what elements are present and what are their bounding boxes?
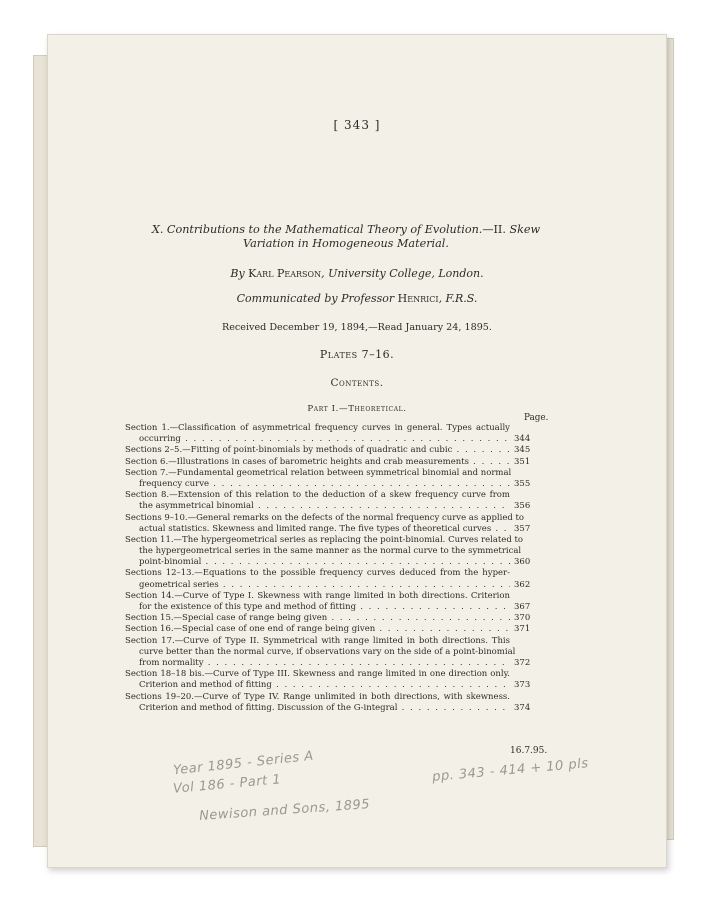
toc-line-text: Sections 9–10.—General remarks on the defects of the normal frequency curve as applied to [125,512,525,523]
toc-entry [125,513,548,535]
toc-line [139,557,548,568]
toc-line [139,647,548,658]
toc-entry [125,490,548,512]
toc-entry [125,423,548,445]
received-line: Received December 19, 1894,—Read January 24, 1895. [222,322,492,333]
toc-line [139,703,548,714]
toc-entry [125,468,548,490]
toc-line [125,591,548,602]
toc-line [139,479,548,490]
toc-line [125,490,548,501]
toc-line [125,468,548,479]
toc-entry [125,568,548,590]
toc-line [139,602,548,613]
toc-line-text: from normality [139,657,204,668]
part-heading: Part I.—Theoretical. [307,404,407,414]
toc-line [139,501,548,512]
communicator-tail: , F.R.S. [438,292,478,305]
toc-line-text: Section 16.—Special case of one end of range being given [125,624,376,635]
article-title [136,223,556,251]
toc-line-text: Section 7.—Fundamental geometrical relation between symmetrical binomial and normal [125,467,512,478]
communicator-name: Henrici [397,292,439,305]
author-name: Karl Pearson [248,267,322,280]
toc-line-text: Section 18–18 bis.—Curve of Type III. Skewness and range limited in one direction only. [125,669,510,680]
toc-page-number: 345 [510,445,548,456]
toc-line-text: point-binomial [139,557,202,568]
toc-line-text: frequency curve [139,478,210,489]
toc-line-text: the hypergeometrical series in the same manner as the normal curve to the symmetrical [139,546,522,557]
toc-entry [125,535,548,569]
toc-page-number: 371 [510,624,548,635]
plates-line: Plates 7–16. [319,348,395,361]
toc-line-text: actual statistics. Skewness and limited range. The five types of theoretical curves [139,523,492,534]
toc-page-number: 360 [510,557,548,568]
title-suffix: Skew Variation in Homogeneous Material. [243,223,541,250]
toc-line-text: Section 6.—Illustrations in cases of barometric heights and crab measurements [125,456,469,467]
toc-line-text: Section 11.—The hypergeometrical series as replacing the point-binomial. Curves related to [125,534,524,545]
toc-page-number: 351 [510,457,548,468]
toc-page-number: 373 [510,680,548,691]
communicated-line [48,292,666,305]
toc-page-number: 362 [510,580,548,591]
toc-line-text: Section 14.—Curve of Type I. Skewness with range limited in both directions. Criterion [125,590,510,601]
toc-page-number: 344 [510,434,548,445]
toc-entry [125,692,548,714]
toc-line [125,423,548,434]
toc-line [125,613,548,624]
document-page [47,34,667,868]
toc-line-text: Section 8.—Extension of this relation to the deduction of a skew frequency curve from [125,490,510,501]
toc-page-number: 355 [510,479,548,490]
toc-entry [125,636,548,670]
toc-entry [125,457,548,468]
toc-line-text: Sections 2–5.—Fitting of point-binomials by methods of quadratic and cubic [125,445,453,456]
toc-line [139,434,548,445]
pencil-note-publisher: Newison and Sons, 1895 [198,797,371,824]
toc-line [125,624,548,635]
toc-line-text: curve better than the normal curve, if observations vary on the side of a point-binomial [139,646,516,657]
toc-line [125,513,548,524]
toc-line [125,669,548,680]
toc-line-text: the asymmetrical binomial [139,501,254,512]
toc-entry [125,445,548,456]
contents-heading: Contents. [330,377,384,389]
toc-line-text: Section 17.—Curve of Type II. Symmetrical with range limited in both directions. This [125,635,510,646]
toc-line [125,568,548,579]
pencil-note-pages: pp. 343 - 414 + 10 pls [431,756,590,785]
toc-line [125,445,548,456]
table-of-contents [125,423,548,714]
toc-line [125,692,548,703]
date-stamp: 16.7.95. [510,746,548,756]
toc-page-number: 370 [510,613,548,624]
toc-line-text: Criterion and method of fitting [139,680,272,691]
author-line [48,267,666,280]
pencil-note-series: Year 1895 - Series A [172,748,315,779]
toc-line-text: Sections 19–20.—Curve of Type IV. Range unlimited in both directions, with skewness. [125,691,510,702]
toc-line-text: for the existence of this type and method of fitting [139,602,357,612]
author-lead: By [230,267,249,280]
toc-entry [125,613,548,624]
toc-page-number: 357 [510,524,548,535]
toc-line [139,680,548,691]
title-roman: II. [493,223,506,236]
page-column-header: Page. [524,413,549,423]
toc-entry [125,669,548,691]
toc-entry [125,591,548,613]
toc-line-text: Criterion and method of fitting. Discussion of the G-integral [139,702,398,713]
author-affiliation: , University College, London. [321,267,484,280]
toc-line-text: geometrical series [139,579,219,590]
toc-line-text: Section 1.—Classification of asymmetrical frequency curves in general. Types actually [125,423,510,433]
toc-page-number: 374 [510,703,548,714]
toc-line-text: Section 15.—Special case of range being given [125,613,328,624]
toc-line-text: occurring [139,434,181,445]
toc-line [125,457,548,468]
toc-line [139,658,548,669]
toc-page-number: 372 [510,658,548,669]
pencil-note-volume: Vol 186 - Part 1 [172,772,282,797]
toc-entry [125,624,548,635]
toc-line-text: Sections 12–13.—Equations to the possible frequency curves deduced from the hyper- [125,568,510,579]
toc-line [125,535,548,546]
toc-line [125,636,548,647]
communicated-lead: Communicated by Professor [236,292,398,305]
page-number: [ 343 ] [333,118,381,132]
toc-page-number: 367 [510,602,548,613]
toc-line [139,546,548,557]
toc-line [139,580,548,591]
toc-line [139,524,548,535]
toc-page-number: 356 [510,501,548,512]
title-prefix: X. Contributions to the Mathematical Theory of Evolution.— [151,223,494,236]
